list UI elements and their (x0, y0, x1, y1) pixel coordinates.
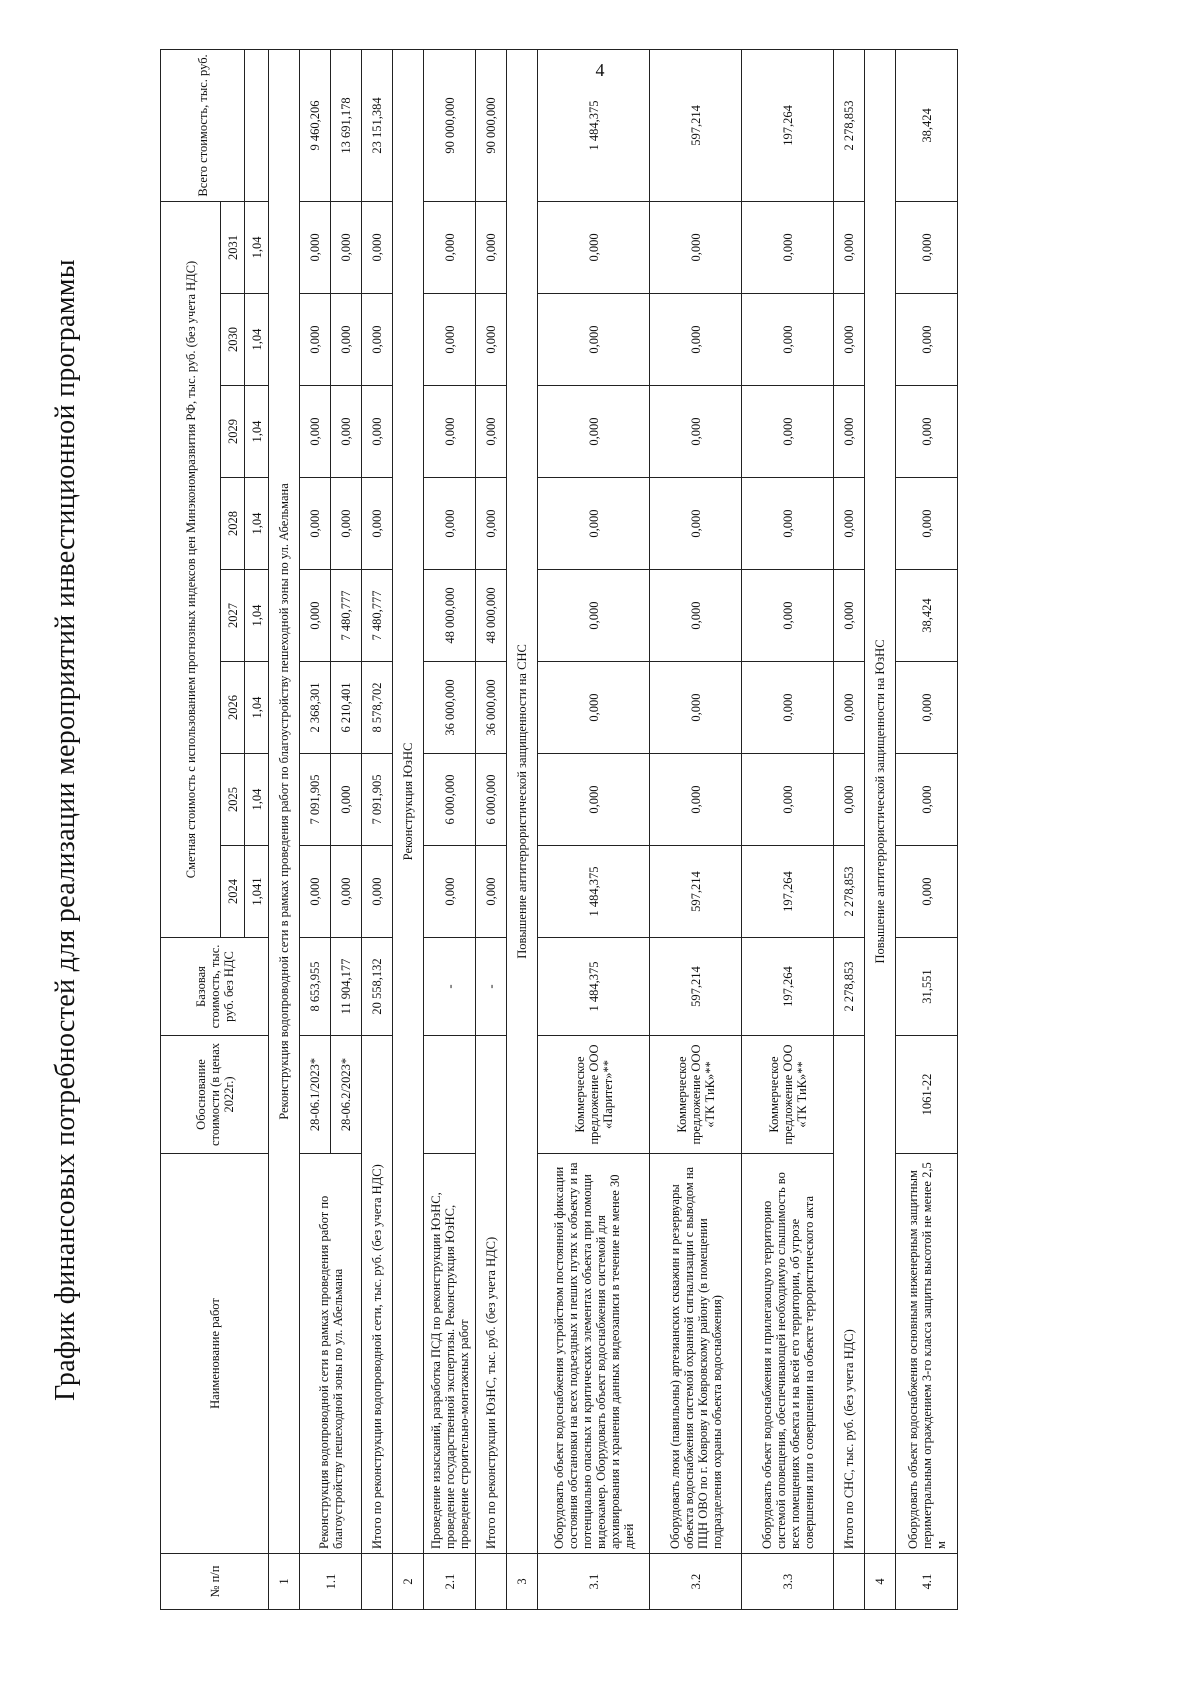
header-base-cost: Базовая стоимость, тыс. руб. без НДС (161, 938, 269, 1036)
value-cell: 7 480,777 (331, 570, 362, 662)
value-cell: 0,000 (424, 294, 476, 386)
row-basis (424, 1036, 476, 1154)
value-cell: 597,214 (650, 846, 742, 938)
value-cell: 0,000 (331, 478, 362, 570)
value-cell: 0,000 (476, 201, 507, 293)
index-cell: 1,04 (245, 386, 269, 478)
section-num: 1 (269, 1554, 300, 1610)
row-name: Оборудовать объект водоснабжения и прилегающую территорию системой оповещения, обеспечивающей необходимую слышимость во всех помещениях объекта и на всей его территории, об угрозе совершения или о совершении на объекте террористического акта (742, 1154, 834, 1554)
value-cell: 0,000 (331, 294, 362, 386)
value-cell: 0,000 (331, 754, 362, 846)
value-cell: 0,000 (896, 478, 958, 570)
row-name: Оборудовать объект водоснабжения устройством постоянной фиксации состояния обстановки на всех подъездных и пеших путях к объекту и на потенциально опасных и критических элементах объекта при помощи видеокамер. Оборудовать объект водоснабжения системой для архивирования и хранения данных видеозаписи в течение не менее 30 дней (538, 1154, 650, 1554)
value-cell: 0,000 (538, 478, 650, 570)
row-total: 197,264 (742, 49, 834, 201)
year-2026: 2026 (221, 662, 245, 754)
value-cell: 36 000,000 (424, 662, 476, 754)
row-name: Проведение изысканий, разработка ПСД по реконструкции ЮзНС, проведение государственной экспертизы. Реконструкция ЮзНС, проведение строительно-монтажных работ (424, 1154, 476, 1554)
value-cell: 7 091,905 (300, 754, 331, 846)
section-title: Повышение антитеррористической защищенности на СНС (507, 49, 538, 1553)
section-title: Реконструкция ЮзНС (393, 49, 424, 1553)
value-cell: 0,000 (300, 294, 331, 386)
value-cell: 36 000,000 (476, 662, 507, 754)
empty-cell (362, 1554, 393, 1610)
value-cell: 6 000,000 (476, 754, 507, 846)
value-cell: 0,000 (362, 846, 393, 938)
empty-cell (245, 49, 269, 201)
row-num: 3.3 (742, 1554, 834, 1610)
value-cell: 0,000 (424, 386, 476, 478)
value-cell: 0,000 (362, 478, 393, 570)
row-base-cost: 597,214 (650, 938, 742, 1036)
value-cell: 0,000 (834, 754, 865, 846)
value-cell: 7 480,777 (362, 570, 393, 662)
row-total: 2 278,853 (834, 49, 865, 201)
value-cell: 0,000 (362, 294, 393, 386)
index-cell: 1,041 (245, 846, 269, 938)
value-cell: 197,264 (742, 846, 834, 938)
row-base-cost: 2 278,853 (834, 938, 865, 1036)
row-base-cost: 197,264 (742, 938, 834, 1036)
value-cell: 0,000 (300, 570, 331, 662)
value-cell: 0,000 (331, 846, 362, 938)
empty-cell (476, 1554, 507, 1610)
value-cell: 0,000 (834, 294, 865, 386)
row-base-cost: 11 904,177 (331, 938, 362, 1036)
row-total: 597,214 (650, 49, 742, 201)
value-cell: 0,000 (424, 846, 476, 938)
section-title: Реконструкция водопроводной сети в рамках проведения работ по благоустройству пешеходной зоны по ул. Абельмана (269, 49, 300, 1553)
row-base-cost: 1 484,375 (538, 938, 650, 1036)
year-2031: 2031 (221, 201, 245, 293)
value-cell: 0,000 (331, 386, 362, 478)
section-num: 3 (507, 1554, 538, 1610)
subtotal-label: Итого по реконструкции водопроводной сети, тыс. руб. (без учета НДС) (362, 1036, 393, 1554)
row-total: 23 151,384 (362, 49, 393, 201)
section-num: 4 (865, 1554, 896, 1610)
value-cell: 48 000,000 (424, 570, 476, 662)
value-cell: 0,000 (896, 294, 958, 386)
subtotal-label: Итого по реконструкции ЮзНС, тыс. руб. (без учета НДС) (476, 1036, 507, 1554)
value-cell: 0,000 (300, 846, 331, 938)
header-name: Наименование работ (161, 1154, 269, 1554)
value-cell: 0,000 (538, 754, 650, 846)
row-num: 3.2 (650, 1554, 742, 1610)
value-cell: 0,000 (742, 294, 834, 386)
value-cell: 0,000 (896, 201, 958, 293)
value-cell: 0,000 (834, 570, 865, 662)
row-basis: Коммерческое предложение ООО «ТК ТиК»** (650, 1036, 742, 1154)
value-cell: 0,000 (834, 386, 865, 478)
value-cell: 0,000 (300, 201, 331, 293)
value-cell: 0,000 (742, 201, 834, 293)
value-cell: 0,000 (538, 570, 650, 662)
row-base-cost: 8 653,955 (300, 938, 331, 1036)
index-cell: 1,04 (245, 754, 269, 846)
value-cell: 0,000 (300, 386, 331, 478)
row-total: 38,424 (896, 49, 958, 201)
row-basis: 28-06.1/2023* (300, 1036, 331, 1154)
value-cell: 0,000 (650, 386, 742, 478)
row-basis: 1061-22 (896, 1036, 958, 1154)
section-num: 2 (393, 1554, 424, 1610)
row-base-cost: - (424, 938, 476, 1036)
value-cell: 2 368,301 (300, 662, 331, 754)
row-num: 4.1 (896, 1554, 958, 1610)
header-total: Всего стоимость, тыс. руб. (161, 49, 245, 201)
empty-cell (834, 1554, 865, 1610)
year-2029: 2029 (221, 386, 245, 478)
value-cell: 0,000 (424, 478, 476, 570)
index-cell: 1,04 (245, 294, 269, 386)
value-cell: 0,000 (362, 386, 393, 478)
header-basis: Обоснование стоимости (в ценах 2022г.) (161, 1036, 269, 1154)
value-cell: 0,000 (742, 386, 834, 478)
value-cell: 0,000 (650, 294, 742, 386)
value-cell: 0,000 (650, 662, 742, 754)
value-cell: 0,000 (834, 478, 865, 570)
value-cell: 0,000 (742, 662, 834, 754)
row-num: 3.1 (538, 1554, 650, 1610)
row-total: 13 691,178 (331, 49, 362, 201)
value-cell: 0,000 (538, 201, 650, 293)
value-cell: 0,000 (476, 846, 507, 938)
value-cell: 0,000 (896, 846, 958, 938)
value-cell: 0,000 (424, 201, 476, 293)
value-cell: 48 000,000 (476, 570, 507, 662)
subtotal-label: Итого по СНС, тыс. руб. (без учета НДС) (834, 1036, 865, 1554)
value-cell: 0,000 (538, 662, 650, 754)
page-number: 4 (595, 60, 605, 80)
value-cell: 0,000 (476, 386, 507, 478)
document-title: График финансовых потребностей для реализации мероприятий инвестиционной программы (50, 259, 81, 1401)
index-cell: 1,04 (245, 201, 269, 293)
value-cell: 0,000 (896, 754, 958, 846)
year-2027: 2027 (221, 570, 245, 662)
row-total: 9 460,206 (300, 49, 331, 201)
row-total: 1 484,375 (538, 49, 650, 201)
value-cell: 0,000 (650, 570, 742, 662)
year-2024: 2024 (221, 846, 245, 938)
row-num: 1.1 (300, 1554, 362, 1610)
value-cell: 6 210,401 (331, 662, 362, 754)
value-cell: 0,000 (300, 478, 331, 570)
rotated-sheet (50, 50, 1070, 1610)
value-cell: 0,000 (538, 386, 650, 478)
value-cell: 0,000 (896, 386, 958, 478)
row-base-cost: - (476, 938, 507, 1036)
value-cell: 0,000 (650, 478, 742, 570)
row-name: Реконструкция водопроводной сети в рамках проведения работ по благоустройству пешеходной зоны по ул. Абельмана (300, 1154, 362, 1554)
index-cell: 1,04 (245, 662, 269, 754)
row-base-cost: 31,551 (896, 938, 958, 1036)
value-cell: 0,000 (896, 662, 958, 754)
row-total: 90 000,000 (476, 49, 507, 201)
value-cell: 7 091,905 (362, 754, 393, 846)
value-cell: 0,000 (650, 754, 742, 846)
value-cell: 0,000 (538, 294, 650, 386)
financing-table (160, 49, 958, 1610)
value-cell: 6 000,000 (424, 754, 476, 846)
row-total: 90 000,000 (424, 49, 476, 201)
header-estimate: Сметная стоимость с использованием прогнозных индексов цен Минэкономразвития РФ, тыс. руб. (без учета НДС) (161, 201, 221, 937)
value-cell: 0,000 (476, 294, 507, 386)
section-title: Повышение антитеррористической защищенности на ЮзНС (865, 49, 896, 1553)
row-basis: Коммерческое предложение ООО «Паритет»** (538, 1036, 650, 1154)
value-cell: 0,000 (650, 201, 742, 293)
row-name: Оборудовать люки (павильоны) артезианских скважин и резервуары объекта водоснабжения системой охранной сигнализации с выводом на ПЦН ОВО по г. Коврову и Ковровскому району (в помещении подразделения охраны объекта водоснабжения) (650, 1154, 742, 1554)
row-base-cost: 20 558,132 (362, 938, 393, 1036)
year-2028: 2028 (221, 478, 245, 570)
value-cell: 0,000 (742, 570, 834, 662)
value-cell: 0,000 (742, 478, 834, 570)
year-2030: 2030 (221, 294, 245, 386)
value-cell: 2 278,853 (834, 846, 865, 938)
row-basis: 28-06.2/2023* (331, 1036, 362, 1154)
row-num: 2.1 (424, 1554, 476, 1610)
index-cell: 1,04 (245, 478, 269, 570)
value-cell: 0,000 (834, 201, 865, 293)
value-cell: 0,000 (742, 754, 834, 846)
index-cell: 1,04 (245, 570, 269, 662)
header-num: № п/п (161, 1554, 269, 1610)
value-cell: 38,424 (896, 570, 958, 662)
year-2025: 2025 (221, 754, 245, 846)
value-cell: 0,000 (834, 662, 865, 754)
value-cell: 1 484,375 (538, 846, 650, 938)
value-cell: 8 578,702 (362, 662, 393, 754)
value-cell: 0,000 (331, 201, 362, 293)
value-cell: 0,000 (476, 478, 507, 570)
row-basis: Коммерческое предложение ООО «ТК ТиК»** (742, 1036, 834, 1154)
row-name: Оборудовать объект водоснабжения основным инженерным защитным периметральным ограждением 3-го класса защиты высотой не менее 2,5 м (896, 1154, 958, 1554)
value-cell: 0,000 (362, 201, 393, 293)
